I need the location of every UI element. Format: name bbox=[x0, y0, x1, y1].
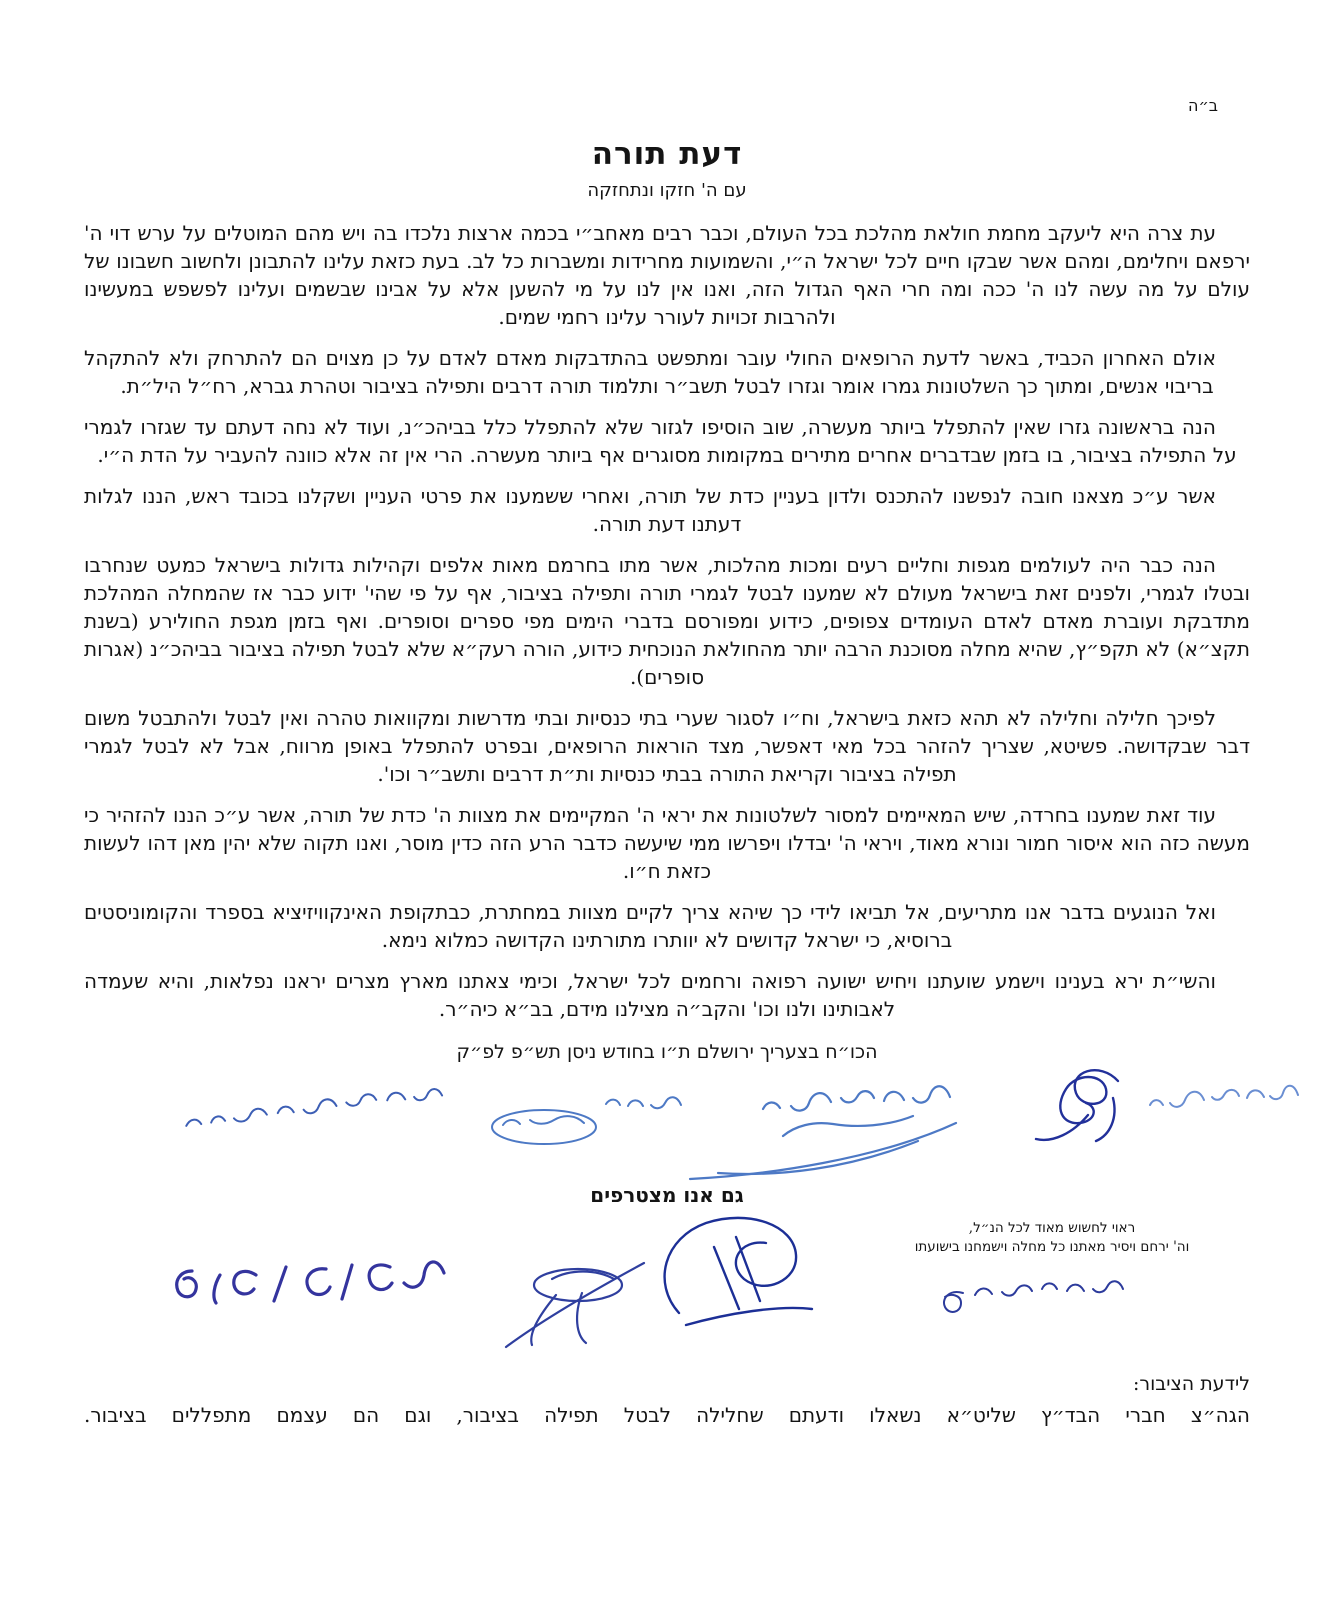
paragraph-8: ואל הנוגעים בדבר אנו מתריעים, אל תביאו לידי כך שיהא צריך לקיים מצוות במחתרת, כבתקופת האינקוויזיציא בספרד והקומוניסטים ברוסיא, כי ישראל קדושים לא יוותרו מתורתינו הקדושה כמלוא נימא. bbox=[84, 900, 1216, 952]
joining-statement: גם אנו מצטרפים bbox=[590, 1183, 744, 1207]
document-subtitle: עם ה' חזקו ונתחזקה bbox=[587, 180, 747, 201]
signature-1 bbox=[1148, 1071, 1308, 1113]
public-notice-label: לידעת הציבור: bbox=[1132, 1373, 1250, 1395]
signatures-row-1 bbox=[84, 1063, 1250, 1181]
paragraph-9: והשי״ת ירא בענינו וישמע שועתנו ויחיש ישועה רפואה ורחמים לכל ישראל, וכימי צאתנו מארץ מצרים יראנו נפלאות, והיא שעמדה לאבותינו ולנו וכו' והקב״ה מצילנו מידם, בב״א כיה״ר. bbox=[84, 969, 1216, 1021]
side-note-line-2: וה' ירחם ויסיר מאתנו כל מחלה וישמחנו בישועתו bbox=[914, 1239, 1190, 1255]
bsd-header: ב״ה bbox=[1187, 96, 1218, 115]
paragraph-5: הנה כבר היה לעולמים מגפות וחליים רעים ומכות מהלכות, אשר מתו בחרמם מאות אלפים וקהילות גדולות בישראל כמעט שנחרבו ובטלו לגמרי, ולפנים זאת בישראל מעולם לא שמענו לבטל לגמרי תורה ותפילה בציבור, אף על פי שהי' ידוע כבר אז שהמחלה המהלכת מתדבקת ועוברת מאדם לאדם העומדים צפופים, כידוע ומפורסם בדברי הימים מפי ספרים וסופרים. ואף בזמן מגפת החולירע (בשנת תקצ״א) לא תקפ״ץ, שהיא מחלה מסוכנת הרבה יותר מהחולאת הנוכחית כידוע, הורה רעק״א שלא לבטל תפילה בציבור בביהכ״נ (אגרות סופרים). bbox=[84, 553, 1250, 689]
paragraph-3: הנה בראשונה גזרו שאין להתפלל ביותר מעשרה, שוב הוסיפו לגזור שלא להתפלל כלל בביהכ״נ, ועוד לא נחה דעתם עד שגזרו לגמרי על התפילה בציבור, בו בזמן שבדברים אחרים מתירים במקומות מסוגרים אף ביותר מעשרה. הרי אין זה אלא כוונה להעביר על הדת ה״י. bbox=[84, 415, 1237, 467]
paragraph-4: אשר ע״כ מצאנו חובה לנפשנו להתכנס ולדון בעניין כדת של תורה, ואחרי ששמענו את פרטי העניין ושקלנו בכובד ראש, הננו לגלות דעתנו דעת תורה. bbox=[84, 484, 1216, 536]
signatures-row-2 bbox=[84, 1209, 1250, 1359]
document-body bbox=[84, 219, 1250, 1023]
signature-7 bbox=[486, 1251, 651, 1351]
signature-3 bbox=[678, 1071, 963, 1183]
paragraph-6: לפיכך חלילה וחלילה לא תהא כזאת בישראל, וח״ו לסגור שערי בתי כנסיות ובתי מדרשות ומקוואות טהרה ואין לבטל ולהתבטל משום דבר שבקדושה. פשיטא, שצריך להזהר בכל מאי דאפשר, מצד הוראות הרופאים, ובפרט להתפלל באופן מרווח, אבל לא לבטל לגמרי תפילה בציבור וקריאת התורה בבתי כנסיות ות״ת דרבים ותשב״ר וכו'. bbox=[84, 706, 1250, 786]
public-notice-text: הגה״צ חברי הבד״ץ שליט״א נשאלו ודעתם שחלילה לבטל תפילה בציבור, וגם הם עצמם מתפללים בציבור. bbox=[84, 1403, 1250, 1427]
signature-5 bbox=[148, 1083, 453, 1151]
dateline: הכו״ח בצעריך ירושלם ת״ו בחודש ניסן תש״פ לפ״ק bbox=[456, 1041, 878, 1063]
signature-4 bbox=[476, 1089, 691, 1151]
paragraph-2: אולם האחרון הכביד, באשר לדעת הרופאים החולי עובר ומתפשט בהתדבקות מאדם לאדם על כן מצוים הם להתרחק ולא להתקהל בריבוי אנשים, ומתוך כך השלטונות גמרו אומר וגזרו לבטל תשב״ר ותלמוד תורה דרבים ותפילה בציבור וטהרת גברא, רח״ל היל״ת. bbox=[84, 346, 1216, 398]
side-note bbox=[854, 1219, 1250, 1257]
signature-8 bbox=[644, 1213, 819, 1343]
paragraph-7: עוד זאת שמענו בחרדה, שיש המאיימים למסור לשלטונות את יראי ה' המקיימים את מצוות ה' כדת של תורה, אשר ע״כ הננו להזהיר כי מעשה כזה הוא איסור חמור ונורא מאוד, ויראי ה' יבדלו ויפרשו ממי שיעשה כדבר הרע הזה כדין מוסר, ואנו תקוה שלא יהין מאן דהו לעשות כזאת ח״ו. bbox=[84, 803, 1250, 883]
signature-2 bbox=[1018, 1063, 1143, 1151]
paragraph-1: עת צרה היא ליעקב מחמת חולאת מהלכת בכל העולם, וכבר רבים מאחב״י בכמה ארצות נלכדו בה ויש מהם המוטלים על ערש דוי ה' ירפאם ויחלימם, ומהם אשר שבקו חיים לכל ישראל ה״י, והשמועות מחרידות ומשברות כל לב. בעת כזאת עלינו להתבונן ולחשוב חשבונו של עולם על מה עשה לנו ה' ככה ומה חרי האף הגדול הזה, ואנו אין לנו על מי להשען אלא על אבינו שבשמים ועלינו לפשפש במעשינו ולהרבות זכויות לעורר עלינו רחמי שמים. bbox=[84, 221, 1250, 329]
side-note-line-1: ראוי לחשוש מאוד לכל הנ״ל, bbox=[968, 1220, 1136, 1236]
signature-9 bbox=[878, 1267, 1133, 1315]
document-title: דעת תורה bbox=[591, 136, 743, 172]
signature-6 bbox=[104, 1245, 454, 1317]
